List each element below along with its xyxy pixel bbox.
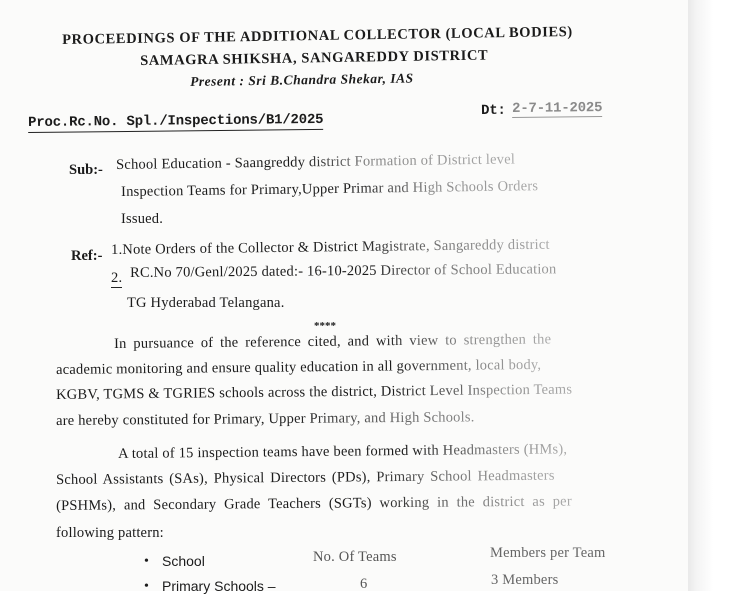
separator-stars: **** — [314, 320, 336, 332]
subject-line-1 — [116, 151, 515, 174]
table-header-teams: No. Of Teams — [313, 549, 397, 565]
subject-text-2: Inspection Teams for Primary,Upper Primar and High Schools Orders — [121, 178, 539, 200]
header-presenter: Present : Sri B.Chandra Shekar, IAS — [190, 70, 414, 89]
reference-label: Ref:- — [71, 248, 103, 264]
para2-line-4: following pattern: — [56, 525, 164, 541]
para2-line-2 — [56, 468, 555, 489]
reference-item-2-cont: TG Hyderabad Telangana. — [127, 295, 285, 311]
table-header-members: Members per Team — [490, 545, 606, 561]
reference-item-1 — [111, 237, 550, 259]
para1-line-1 — [114, 331, 551, 353]
para2-line-1 — [118, 441, 567, 463]
para2-line-3 — [56, 493, 572, 515]
reference-item-2-number: 2. — [111, 270, 123, 286]
para1-text-3: KGBV, TGMS & TGRIES schools across the district, District Level Inspection Teams — [56, 381, 573, 403]
para2-text-1: A total of 15 inspection teams have been formed with Headmasters (HMs), — [118, 441, 568, 462]
para1-text-2: academic monitoring and ensure quality education in all government, local body, — [56, 356, 542, 378]
para1-text-4: are hereby constituted for Primary, Upper Primary, and High Schools. — [56, 409, 475, 429]
proceeding-number: Proc.Rc.No. Spl./Inspections/B1/2025 — [28, 111, 324, 131]
bullet-icon: • — [144, 554, 149, 569]
date-label: Dt: — [481, 102, 506, 119]
subject-text-1: School Education - Saangreddy district Formation of District level — [116, 151, 516, 173]
table-row-members: 3 Members — [491, 572, 559, 588]
reference-text-2: RC.No 70/Genl/2025 dated:- 16-10-2025 Director of School Education — [130, 261, 557, 281]
header-subtitle: SAMAGRA SHIKSHA, SANGAREDDY DISTRICT — [140, 47, 489, 69]
subject-line-3: Issued. — [121, 211, 164, 227]
bullet-icon: • — [144, 579, 149, 594]
subject-label: Sub:- — [69, 162, 103, 178]
para1-line-4 — [56, 409, 475, 430]
page-edge-shadow — [688, 0, 730, 591]
para2-text-2: School Assistants (SAs), Physical Directors (PDs), Primary School Headmasters — [56, 467, 555, 488]
para1-line-2 — [56, 357, 541, 379]
header-title: PROCEEDINGS OF THE ADDITIONAL COLLECTOR (LOCAL BODIES) — [62, 23, 573, 48]
reference-text-1: 1.Note Orders of the Collector & District Magistrate, Sangareddy district — [111, 236, 550, 258]
para2-text-3: (PSHMs), and Secondary Grade Teachers (SGTs) working in the district as per — [56, 493, 572, 514]
table-row-teams: 6 — [360, 576, 368, 592]
reference-item-2 — [130, 261, 557, 282]
para1-text-1: In pursuance of the reference cited, and with view to strengthen the — [114, 331, 552, 352]
table-row-school: Primary Schools – — [162, 578, 276, 594]
para1-line-3 — [56, 382, 572, 404]
subject-line-2 — [121, 178, 538, 201]
table-header-school: School — [162, 553, 205, 569]
date-value: 2-7-11-2025 — [512, 100, 603, 117]
